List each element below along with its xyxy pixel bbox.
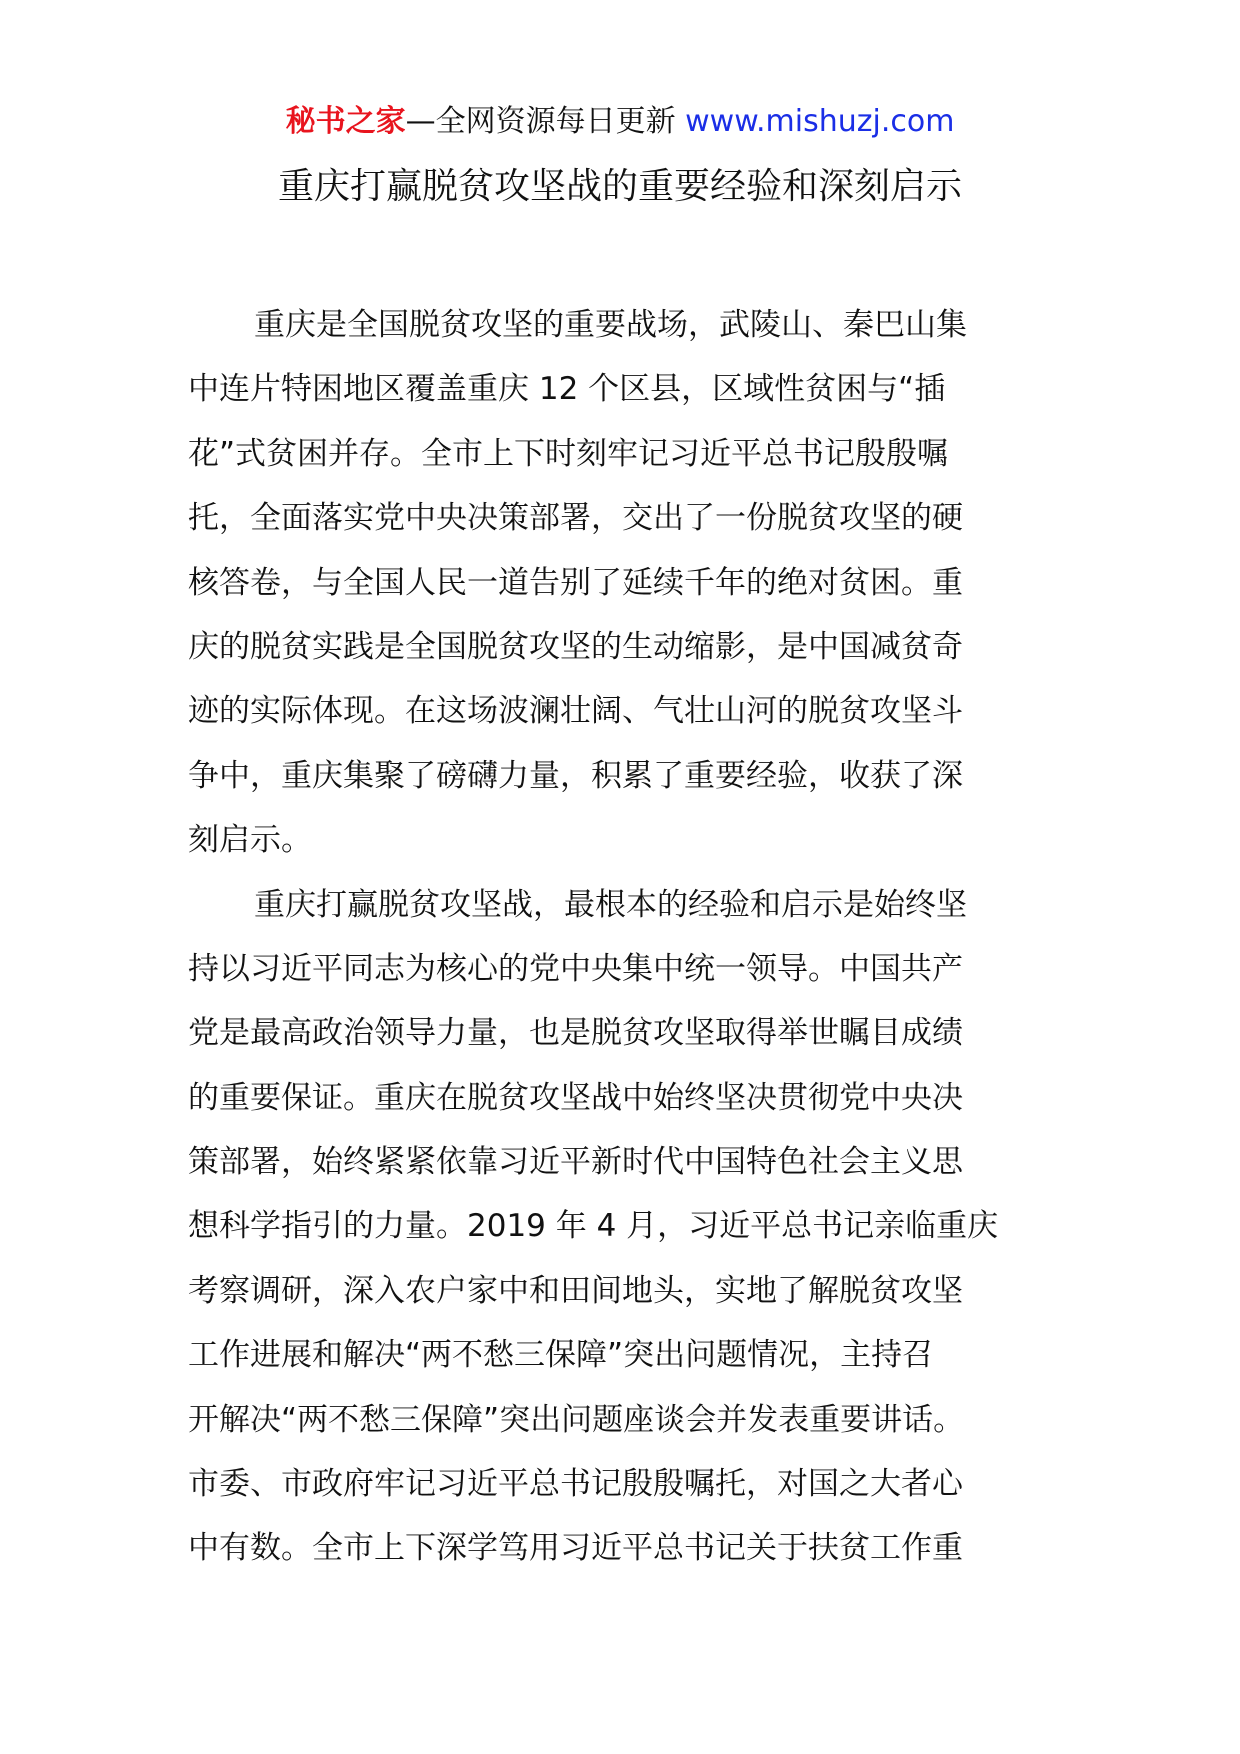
paragraph-line: 花”式贫困并存。全市上下时刻牢记习近平总书记殷殷嘱 xyxy=(188,435,949,472)
site-tagline: —全网资源每日更新 xyxy=(405,104,686,139)
paragraph-line: 的重要保证。重庆在脱贫攻坚战中始终坚决贯彻党中央决 xyxy=(188,1079,963,1116)
paragraph-line: 重庆打赢脱贫攻坚战，最根本的经验和启示是始终坚 xyxy=(254,886,967,923)
paragraph-line: 策部署，始终紧紧依靠习近平新时代中国特色社会主义思 xyxy=(188,1144,963,1181)
paragraph-line: 持以习近平同志为核心的党中央集中统一领导。中国共产 xyxy=(188,950,963,987)
paragraph-line: 考察调研，深入农户家中和田间地头，实地了解脱贫攻坚 xyxy=(188,1272,963,1309)
paragraph-line: 中有数。全市上下深学笃用习近平总书记关于扶贫工作重 xyxy=(188,1530,963,1567)
paragraph-line: 庆的脱贫实践是全国脱贫攻坚的生动缩影，是中国减贫奇 xyxy=(188,628,963,665)
paragraph-line: 党是最高政治领导力量，也是脱贫攻坚取得举世瞩目成绩 xyxy=(188,1015,963,1052)
paragraph-line: 工作进展和解决“两不愁三保障”突出问题情况，主持召 xyxy=(188,1337,934,1374)
document-body xyxy=(188,293,1068,1581)
site-url-link[interactable]: www.mishuzj.com xyxy=(685,104,955,139)
site-header xyxy=(0,100,1240,144)
paragraph-line: 市委、市政府牢记习近平总书记殷殷嘱托，对国之大者心 xyxy=(188,1466,963,1503)
paragraph xyxy=(188,293,1068,873)
paragraph xyxy=(188,873,1068,1581)
paragraph-line: 刻启示。 xyxy=(188,822,312,859)
paragraph-line: 争中，重庆集聚了磅礴力量，积累了重要经验，收获了深 xyxy=(188,757,963,794)
paragraph-line: 开解决“两不愁三保障”突出问题座谈会并发表重要讲话。 xyxy=(188,1401,965,1438)
paragraph-line: 迹的实际体现。在这场波澜壮阔、气壮山河的脱贫攻坚斗 xyxy=(188,693,963,730)
paragraph-line: 重庆是全国脱贫攻坚的重要战场，武陵山、秦巴山集 xyxy=(254,307,967,343)
paragraph-line: 托，全面落实党中央决策部署，交出了一份脱贫攻坚的硬 xyxy=(188,500,963,537)
paragraph-line: 核答卷，与全国人民一道告别了延续千年的绝对贫困。重 xyxy=(188,564,963,601)
paragraph-line: 想科学指引的力量。2019 年 4 月，习近平总书记亲临重庆 xyxy=(188,1208,999,1245)
document-title: 重庆打赢脱贫攻坚战的重要经验和深刻启示 xyxy=(277,166,962,207)
site-brand: 秘书之家 xyxy=(285,104,406,139)
paragraph-line: 中连片特困地区覆盖重庆 12 个区县，区域性贫困与“插 xyxy=(188,371,946,408)
